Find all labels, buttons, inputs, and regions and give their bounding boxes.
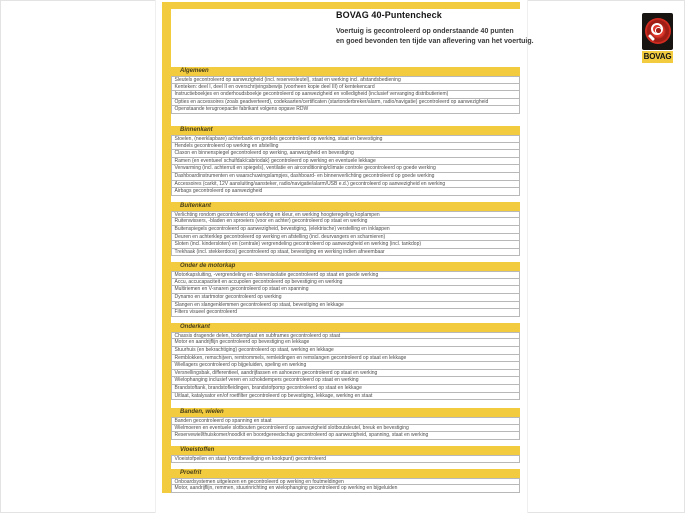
checklist-item: Hendels gecontroleerd op werking en afstelling	[171, 143, 520, 151]
checklist-section	[162, 469, 520, 493]
checklist-item: Banden gecontroleerd op spanning en staat	[171, 417, 520, 425]
checklist-item: Stuurhuis (en bekrachtiging) gecontroleerd op staat, werking en lekkage	[171, 347, 520, 355]
checklist-item: Accessoires (carkit, 12V aansluiting/aansteker, radio/navigatie/alarm/USB e.d.) gecontroleerd op aanwezigheid en werking	[171, 181, 520, 189]
section-title: Onder de motorkap	[180, 263, 236, 270]
bovag-logo	[642, 13, 673, 63]
bovag-logo-wordmark: BOVAG	[643, 52, 672, 61]
section-title: Proefrit	[180, 469, 202, 476]
checklist-item: Opties en accessoires (zoals geadverteerd), codekaarten/certificaten (startonderbreker/alarm, radio/navigatie) gecontroleerd op aanwezigheid	[171, 99, 520, 107]
section-header	[162, 323, 520, 332]
section-header	[162, 408, 520, 417]
checklist-item: Airbags gecontroleerd op aanwezigheid	[171, 188, 520, 196]
section-rows	[171, 417, 520, 440]
section-rows	[171, 211, 520, 257]
section-rows	[171, 135, 520, 196]
checklist-section	[162, 126, 520, 196]
wheel-hub-icon	[655, 27, 662, 34]
section-title: Onderkant	[180, 323, 211, 330]
checklist-item: Sleutels gecontroleerd op aanwezigheid (incl. reservesleutel), staat en werking incl. afstandsbediening	[171, 76, 520, 84]
section-header	[162, 67, 520, 76]
page-subtitle	[336, 27, 534, 46]
checklist-item: Motor en aandrijflijn gecontroleerd op bevestiging en lekkage	[171, 339, 520, 347]
section-rows	[171, 455, 520, 463]
checklist-section	[162, 446, 520, 463]
checklist-item: Filters visueel gecontroleerd	[171, 309, 520, 317]
checklist-item: Wielophanging inclusief veren en schokdempers gecontroleerd op staat en werking	[171, 377, 520, 385]
checklist-item: Dashboardinstrumenten en waarschuwingslampjes, dashboard- en binnenverlichting gecontroleerd op goede werking	[171, 173, 520, 181]
top-accent-bar	[162, 2, 520, 9]
checklist-item: Reservewiel/thuiskomer/noodkit en boordgereedschap gecontroleerd op aanwezigheid, spanning, staat en werking	[171, 432, 520, 440]
bovag-logo-mark	[642, 13, 673, 50]
checklist-section	[162, 202, 520, 257]
checklist-item: Multiriemen en V-snaren gecontroleerd op staat en spanning	[171, 286, 520, 294]
checklist-item: Instructieboekjes en onderhoudsboekje gecontroleerd op aanwezigheid en volledigheid (inclusief vervanging distributieriem)	[171, 91, 520, 99]
checklist-item: Dynamo en startmotor gecontroleerd op werking	[171, 294, 520, 302]
checklist-item: Buitenspiegels gecontroleerd op aanwezigheid, bevestiging, (elektrische) verstelling en inklappen	[171, 226, 520, 234]
section-header	[162, 262, 520, 271]
section-rows	[171, 271, 520, 317]
checklist-item: Trekhaak (incl. stekkerdoos) gecontroleerd op staat, bevestiging en werking indien afneembaar	[171, 249, 520, 257]
checklist-item: Stoelen, (neerklapbare) achterbank en gordels gecontroleerd op werking, staat en bevestiging	[171, 135, 520, 143]
checklist-item: Verwarming (incl. achterruit en spiegels), ventilatie en airconditioning/climate controle gecontroleerd op goede werking	[171, 165, 520, 173]
checklist-item: Remblokken, remschijven, remtrommels, remleidingen en remslangen gecontroleerd op staat en lekkage	[171, 355, 520, 363]
section-header	[162, 202, 520, 211]
checklist-item: Sloten (incl. kindersloten) en (centrale) vergrendeling gecontroleerd op aanwezigheid en werking (incl. tankdop)	[171, 241, 520, 249]
section-rows	[171, 478, 520, 493]
checklist-item: Claxon en binnenspiegel gecontroleerd op werking, aanwezigheid en bevestiging	[171, 150, 520, 158]
section-header	[162, 469, 520, 478]
section-header	[162, 126, 520, 135]
page-title: BOVAG 40-Puntencheck	[336, 10, 442, 20]
checklist-item: Deuren en achterklep gecontroleerd op werking en afstelling (incl. deurvangers en scharnieren)	[171, 234, 520, 242]
checklist-item: Ruitenwissers, -bladen en sproeiers (voor en achter) gecontroleerd op staat en werking	[171, 218, 520, 226]
section-rows	[171, 76, 520, 114]
checklist-item: Motor, aandrijflijn, remmen, stuurinrichting en wielophanging gecontroleerd op werking en bijgeluiden	[171, 485, 520, 493]
checklist-item: Openstaande terugroepactie fabrikant volgens opgave RDW	[171, 106, 520, 114]
checklist-section	[162, 323, 520, 400]
checklist-item: Motorkapsluiting, -vergrendeling en -binnenisolatie gecontroleerd op staat en goede werking	[171, 271, 520, 279]
checklist-item: Slangen en slangenklemmen gecontroleerd op staat, bevestiging en lekkage	[171, 302, 520, 310]
checklist-item: Wiellagers gecontroleerd op bijgeluiden, speling en werking	[171, 362, 520, 370]
section-title: Vloeistoffen	[180, 446, 215, 453]
section-title: Buitenkant	[180, 202, 212, 209]
checklist-item: Verlichting rondom gecontroleerd op werking en kleur, en werking hoogteregeling koplampen	[171, 211, 520, 219]
section-title: Banden, wielen	[180, 409, 224, 416]
page-subtitle-line2: en goed bevonden ten tijde van aflevering van het voertuig.	[336, 37, 534, 45]
checklist-section	[162, 262, 520, 317]
checklist-item: Uitlaat, katalysator en/of roetfilter gecontroleerd op bevestiging, lekkage, werking en staat	[171, 393, 520, 401]
checklist-item: Chassis dragende delen, bodemplaat en subframes gecontroleerd op staat	[171, 332, 520, 340]
section-title: Algemeen	[180, 68, 209, 74]
checklist-item: Kenteken: deel I, deel II en overschrijvingsbewijs (voorheen kopie deel III) of kentekencard	[171, 84, 520, 92]
checklist-item: Wielmoeren en eventuele slotbouten gecontroleerd op aanwezigheid slotboutsleutel, breuk en bevestiging	[171, 425, 520, 433]
checklist-item: Brandstoftank, brandstofleidingen, brandstofpomp gecontroleerd op staat en lekkage	[171, 385, 520, 393]
checklist-item: Onboardsystemen uitgelezen en gecontroleerd op werking en foutmeldingen	[171, 478, 520, 486]
checklist-item: Versnellingsbak, differentieel, aandrijfassen en ashoezen gecontroleerd op staat en werking	[171, 370, 520, 378]
checklist-item: Ramen (en eventueel schuifdak/cabriodak) gecontroleerd op werking en eventuele lekkage	[171, 158, 520, 166]
checklist-item: Vloeistofpeilen en staat (vorstbeveiliging en kookpunt) gecontroleerd	[171, 455, 520, 463]
checklist-item: Accu, accucapaciteit en accupolen gecontroleerd op bevestiging en werking	[171, 279, 520, 287]
checklist-sections	[162, 67, 520, 499]
section-rows	[171, 332, 520, 400]
checklist-section	[162, 67, 520, 114]
section-header	[162, 446, 520, 455]
checklist-section	[162, 408, 520, 440]
page-subtitle-line1: Voertuig is gecontroleerd op onderstaande 40 punten	[336, 28, 514, 35]
section-title: Binnenkant	[180, 126, 213, 133]
